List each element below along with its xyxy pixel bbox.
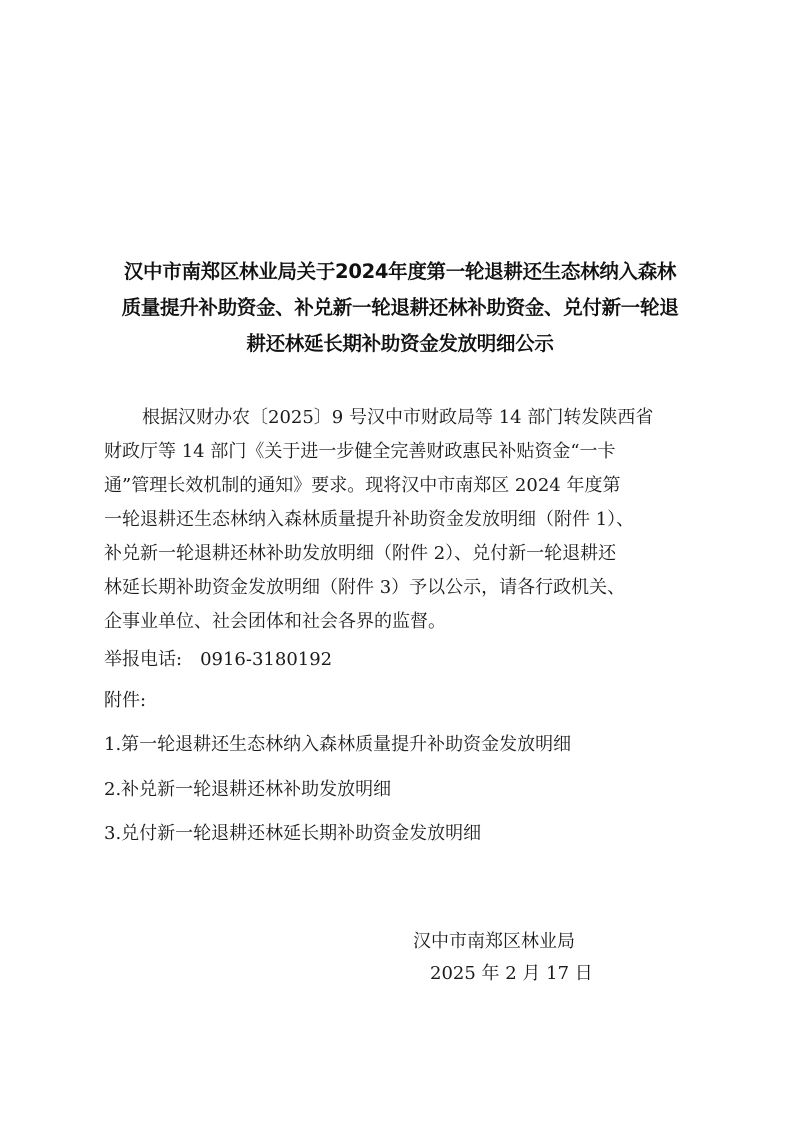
body-line-6: 林延长期补助资金发放明细（附件 3）予以公示，请各行政机关、 bbox=[104, 577, 626, 598]
report-phone bbox=[104, 648, 332, 672]
body-line-5: 补兑新一轮退耕还林补助发放明细（附件 2）、兑付新一轮退耕还 bbox=[104, 543, 617, 564]
body-line-1: 根据汉财办农〔2025〕9 号汉中市财政局等 14 部门转发陕西省 bbox=[142, 407, 654, 428]
title-line-1: 汉中市南郑区林业局关于2024年度第一轮退耕还生态林纳入森林 bbox=[123, 260, 677, 283]
body-paragraph bbox=[104, 401, 704, 639]
body-line-7: 企事业单位、社会团体和社会各界的监督。 bbox=[104, 611, 446, 632]
body-line-4: 一轮退耕还生态林纳入森林质量提升补助资金发放明细（附件 1）、 bbox=[104, 509, 635, 530]
document-title bbox=[100, 254, 700, 362]
signature-org: 汉中市南郑区林业局 bbox=[413, 931, 575, 952]
title-line-3: 耕还林延长期补助资金发放明细公示 bbox=[246, 332, 554, 355]
attachment-item-2: 2.补兑新一轮退耕还林补助发放明细 bbox=[104, 779, 392, 800]
phone-number: 0916-3180192 bbox=[200, 649, 333, 670]
body-line-2: 财政厅等 14 部门《关于进一步健全完善财政惠民补贴资金“一卡 bbox=[104, 441, 616, 462]
attachments-label: 附件: bbox=[104, 690, 147, 711]
phone-label: 举报电话: bbox=[104, 649, 183, 670]
body-line-3: 通”管理长效机制的通知》要求。现将汉中市南郑区 2024 年度第 bbox=[104, 475, 621, 496]
signature-date: 2025 年 2 月 17 日 bbox=[430, 963, 593, 984]
title-line-2: 质量提升补助资金、补兑新一轮退耕还林补助资金、兑付新一轮退 bbox=[121, 296, 679, 319]
attachment-item-1: 1.第一轮退耕还生态林纳入森林质量提升补助资金发放明细 bbox=[104, 734, 572, 755]
attachment-item-3: 3.兑付新一轮退耕还林延长期补助资金发放明细 bbox=[104, 823, 482, 844]
